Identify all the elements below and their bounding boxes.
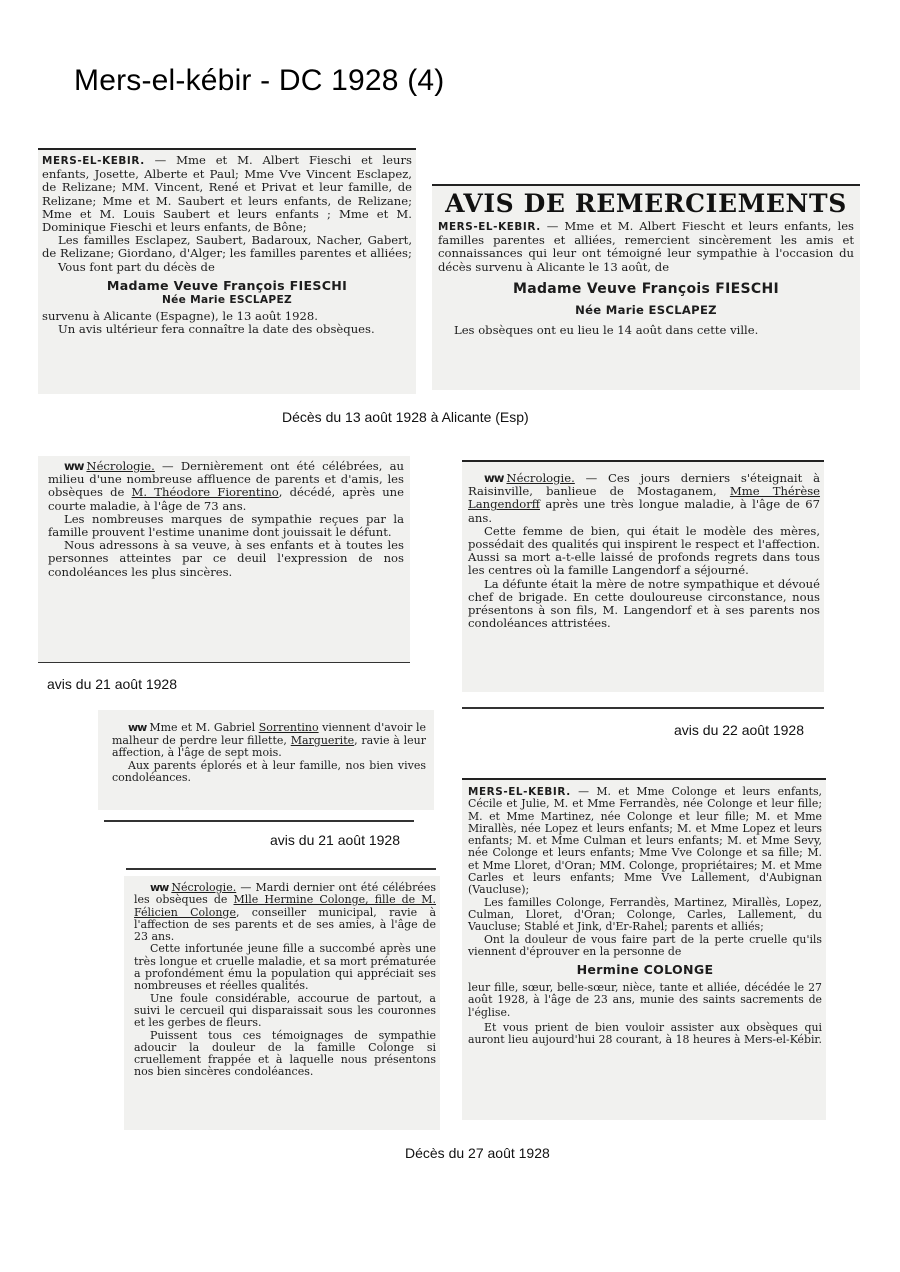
page-title: Mers-el-kébir - DC 1928 (4) [74,64,445,97]
clip5-text-c: , ravie à leur affection, à l'âge de sept mois. [112,733,426,760]
clip3-text-a: — Dernièrement ont été célébrées, au milieu d'une nombreuse affluence de parents et d'amis, les obsèques de [48,459,405,500]
clip5-text-b: viennent d'avoir le malheur de perdre leur fillette, [112,721,426,747]
clip3-para3: Nous adressons à sa veuve, à ses enfants et à toutes les personnes atteintes par ce deuil l'expression de nos condoléances les plus sincères. [48,538,404,579]
clip1-death: survenu à Alicante (Espagne), le 13 août 1928. [42,308,318,323]
clip2-closing: Les obsèques ont eu lieu le 14 août dans cette ville. [454,322,759,337]
clip4-ornament-icon: ᴡᴡ [484,471,504,485]
clip5-text-a: Mme et M. Gabriel [149,721,259,734]
clipping-sorrentino [98,710,434,810]
clip2-name: Madame Veuve François FIESCHI [512,280,780,297]
clip2-heading: AVIS DE REMERCIEMENTS [445,189,847,218]
clip1-families: Les familles Esclapez, Saubert, Badaroux, Nacher, Gabert, de Relizane; Giordano, d'Alger; les familles parentes et alliées; [42,233,412,261]
clip3-title: Nécrologie. [86,459,155,473]
caption-avis-21-aout-a: avis du 21 août 1928 [47,676,177,692]
clipping-colonge-faire-part [462,778,826,1120]
clip4-title: Nécrologie. [506,471,575,485]
clip5-para2: Aux parents éplorés et à leur famille, nos bien vives condoléances. [112,758,426,785]
clip5-name2: Marguerite [290,733,355,747]
clip7-text: — M. et Mme Colonge et leurs enfants, Cécile et Julie, M. et Mme Ferrandès, née Colonge et leur fille; M. et Mme Martinez, née Colonge et leur fille; M. et Mme Mirallès, née Lopez et leurs enfants; M. et Mme Lopez et leurs enfants; M. et Mme Culman et leurs enfants; M. et Mme Sevy, née Colonge et leurs enfants; Mme Vve Colonge et sa fille; M. et Mme Lloret, d'Oran; MM. Colonge, propriétaires; M. et Mme Carles et leurs enfants; Mme Vve Lallement, d'Aubignan (Vaucluse); [468,785,823,897]
clip4-para3: La défunte était la mère de notre sympathique et dévoué chef de brigade. En cette douloureuse circonstance, nous présentons à son fils, M. Langendorf et à ses parents nos condoléances attristées. [468,576,820,631]
clip6-para2: Cette infortunée jeune fille a succombé après une très longue et cruelle maladie, et sa mort prématurée a profondément ému la population qui appréciait ses nombreuses et réelles qualités. [134,942,436,993]
clipping-necrologie-langendorff [462,460,824,692]
clip5-ornament-icon: ᴡᴡ [128,721,147,734]
clip6-para3: Une foule considérable, accourue de partout, a suivi le cercueil qui disparaissait sous les couronnes et les gerbes de fleurs. [134,991,436,1030]
clipping-remerciements [432,184,860,390]
clip3-para2: Les nombreuses marques de sympathie reçues par la famille prouvent l'estime unanime dont jouissait le défunt. [48,511,404,540]
caption-deces-27-aout: Décès du 27 août 1928 [405,1145,550,1161]
clip2-tag: MERS-EL-KEBIR. [438,221,541,233]
clip2-nee: Née Marie ESCLAPEZ [575,302,717,317]
clip6-para4: Puissent tous ces témoignages de sympathie adoucir la douleur de la famille Colonge si cruellement frappée et à laquelle nous présentons nos bien sincères condoléances. [134,1028,436,1079]
clip3-ornament-icon: ᴡᴡ [64,459,84,473]
clip7-detail: leur fille, sœur, belle-sœur, nièce, tante et alliée, décédée le 27 août 1928, à l'âge de 23 ans, munie des saints sacrements de l'église. [468,981,822,1019]
clip5-name1: Sorrentino [258,721,319,734]
clip1-text: — Mme et M. Albert Fieschi et leurs enfants, Josette, Alberte et Paul; Mme Vve Vincent Esclapez, de Relizane; MM. Vincent, René et Privat et leur famille, de Relizane; Mme et M. Saubert et leurs enfants, de Relizane; Mme et M. Louis Saubert et leurs enfants ; Mme et M. Dominique Fieschi et leurs enfants, de Bône; [42,153,412,235]
clip3-text-b: , décédé, après une courte maladie, à l'âge de 73 ans. [48,485,404,513]
clipping-fieschi-death-notice [38,148,416,394]
clip5-bottom-rule [104,820,414,822]
clipping-necrologie-colonge [124,876,440,1130]
clip7-families: Les familles Colonge, Ferrandès, Martinez, Mirallès, Lopez, Culman, Lloret, d'Oran; Colonge, Carles, Lallement, du Vaucluse; Stablé et Jink, d'Er-Rahel; parents et alliés; [468,895,822,934]
clip6-top-rule [126,868,436,870]
clip1-tag: MERS-EL-KEBIR. [42,155,145,167]
caption-avis-22-aout: avis du 22 août 1928 [674,722,804,738]
clip4-para2: Cette femme de bien, qui était le modèle des mères, possédait des qualités qui inspirent le respect et l'affection. Aussi sa mort a-t-elle laissé de profonds regrets dans tous les centres où la famille Langendorf a séjourné. [468,523,820,578]
clip1-nee: Née Marie ESCLAPEZ [161,293,293,306]
clip6-ornament-icon: ᴡᴡ [150,881,169,894]
clip4-text-b: après une très longue maladie, à l'âge de 67 ans. [468,497,820,525]
clip6-text-a: — Mardi dernier ont été célébrées les obsèques de [134,881,436,907]
clip1-name: Madame Veuve François FIESCHI [106,277,348,293]
clip7-tag: MERS-EL-KEBIR. [468,786,571,798]
clip6-title: Nécrologie. [171,881,237,894]
clip2-text: — Mme et M. Albert Fiescht et leurs enfants, les familles parentes et alliées, remercient sincèrement les amis et connaissances qui leur ont témoigné leur sympathie à l'occasion du décès survenu à Alicante le 13 août, de [438,219,855,274]
clip6-name: Mlle Hermine Colonge, fille de M. Félicien Colonge [134,893,436,919]
clip3-name: M. Théodore Fiorentino [131,485,279,500]
clip6-text-b: , conseiller municipal, ravie à l'affection de ses parents et de ses amies, à l'âge de 23 ans. [134,905,436,944]
clip7-announce: Ont la douleur de vous faire part de la perte cruelle qu'ils viennent d'éprouver en la personne de [468,932,822,958]
clip1-notice: Un avis ultérieur fera connaître la date des obsèques. [58,322,375,337]
clip4-bottom-rule [462,707,824,709]
caption-avis-21-aout-b: avis du 21 août 1928 [270,832,400,848]
clip1-announce: Vous font part du décès de [58,259,215,274]
clip7-name: Hermine COLONGE [576,962,714,978]
clip7-invite: Et vous prient de bien vouloir assister aux obsèques qui auront lieu aujourd'hui 28 courant, à 18 heures à Mers-el-Kébir. [468,1021,822,1047]
caption-deces-13-aout: Décès du 13 août 1928 à Alicante (Esp) [282,409,529,425]
clip4-name: Mme Thérèse Langendorff [468,484,821,512]
clipping-necrologie-fiorentino [38,456,410,663]
clip4-text-a: — Ces jours derniers s'éteignait à Raisinville, banlieue de Mostaganem, [468,471,820,499]
